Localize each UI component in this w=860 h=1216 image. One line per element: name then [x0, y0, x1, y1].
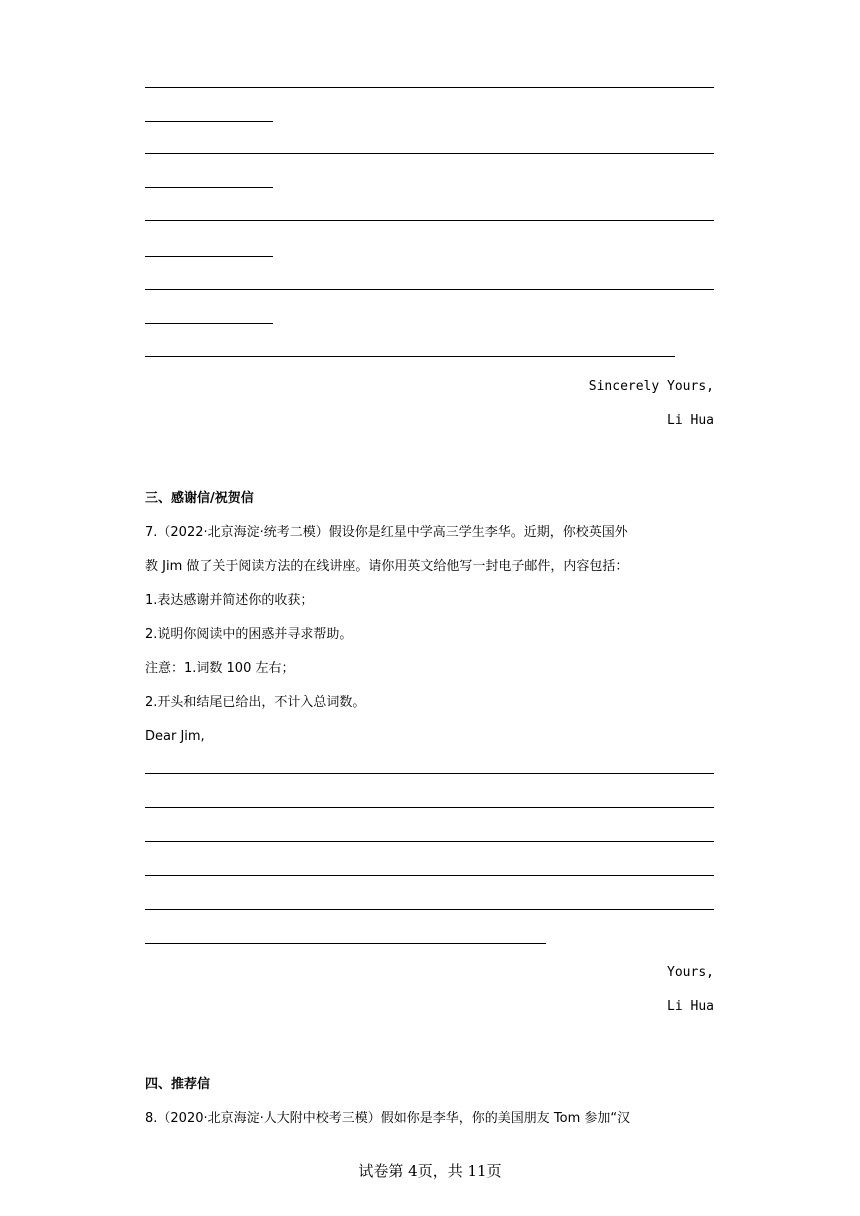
answer-line: [145, 289, 714, 290]
note-item: 2.开头和结尾已给出，不计入总词数。: [145, 695, 366, 710]
answer-line: [145, 187, 273, 188]
answer-line: [145, 87, 714, 88]
answer-line: [145, 875, 714, 876]
section-heading: 四、推荐信: [145, 1077, 211, 1092]
answer-line: [145, 943, 546, 944]
question-text: 8.（2020·北京海淀·人大附中校考三模）假如你是李华，你的美国朋友 Tom 参加“汉: [145, 1111, 631, 1126]
answer-line: [145, 841, 714, 842]
letter-signature: Li Hua: [667, 413, 714, 428]
answer-line: [145, 256, 273, 257]
requirement-item: 2.说明你阅读中的困惑并寻求帮助。: [145, 627, 353, 642]
letter-closing: Sincerely Yours,: [588, 379, 714, 394]
requirement-item: 1.表达感谢并简述你的收获；: [145, 593, 314, 608]
question-text: 教 Jim 做了关于阅读方法的在线讲座。请你用英文给他写一封电子邮件，内容包括：: [145, 559, 629, 574]
page-footer: 试卷第 4页，共 11页: [358, 1162, 502, 1180]
answer-line: [145, 807, 714, 808]
answer-line: [145, 220, 714, 221]
letter-closing: Yours,: [667, 965, 714, 980]
letter-signature: Li Hua: [667, 999, 714, 1014]
answer-line: [145, 323, 273, 324]
answer-line: [145, 121, 273, 122]
salutation: Dear Jim,: [145, 729, 205, 744]
section-heading: 三、感谢信/祝贺信: [145, 491, 254, 506]
question-text: 7.（2022·北京海淀·统考二模）假设你是红星中学高三学生李华。近期，你校英国外: [145, 525, 628, 540]
answer-line: [145, 909, 714, 910]
answer-line: [145, 773, 714, 774]
answer-line: [145, 356, 675, 357]
note-item: 注意：1.词数 100 左右；: [145, 661, 295, 676]
answer-line: [145, 153, 714, 154]
